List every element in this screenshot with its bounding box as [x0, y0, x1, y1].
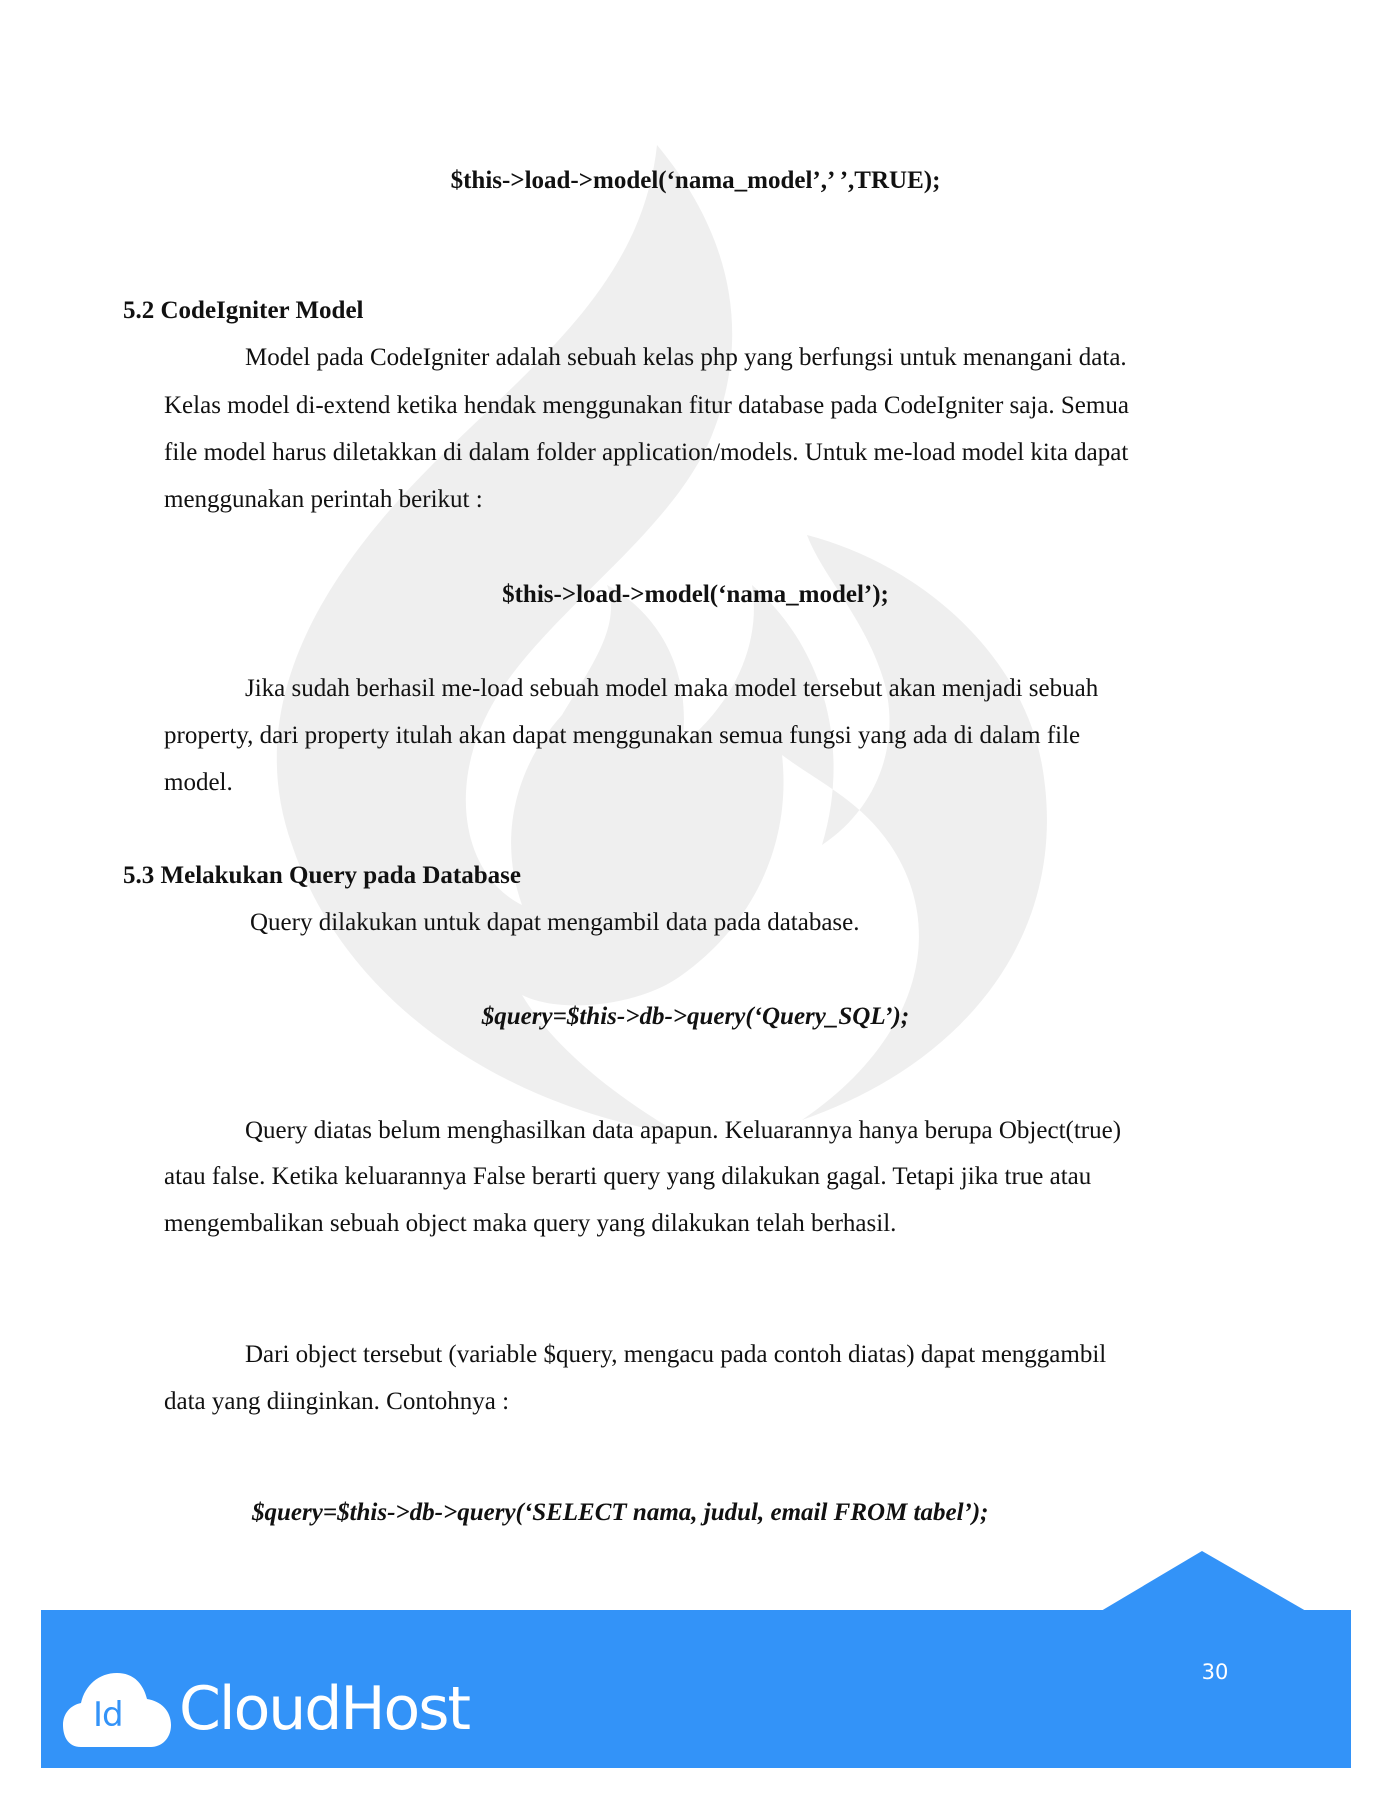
code-select-query: $query=$this->db->query(‘SELECT nama, judul, email FROM tabel’);: [252, 1499, 989, 1526]
paragraph-line: data yang diinginkan. Contohnya :: [164, 1388, 510, 1415]
brand-name: CloudHost: [179, 1674, 469, 1744]
section-heading-5-3: 5.3 Melakukan Query pada Database: [123, 862, 521, 889]
paragraph-line: model.: [164, 769, 233, 796]
code-query-sql: $query=$this->db->query(‘Query_SQL’);: [481, 1003, 910, 1030]
cloudhost-logo: [63, 1668, 469, 1750]
brand-badge: Id: [93, 1695, 123, 1735]
paragraph-line: menggunakan perintah berikut :: [164, 486, 483, 513]
section-heading-5-2: 5.2 CodeIgniter Model: [123, 297, 364, 324]
paragraph-line: property, dari property itulah akan dapat menggunakan semua fungsi yang ada di dalam file: [164, 722, 1081, 749]
cloud-icon: [63, 1669, 173, 1749]
page-number: 30: [1201, 1660, 1229, 1684]
paragraph-line: file model harus diletakkan di dalam folder application/models. Untuk me-load model kita dapat: [164, 439, 1129, 466]
paragraph-line: Model pada CodeIgniter adalah sebuah kelas php yang berfungsi untuk menangani data.: [245, 344, 1127, 371]
paragraph-line: Query diatas belum menghasilkan data apapun. Keluarannya hanya berupa Object(true): [245, 1117, 1122, 1144]
paragraph-line: Jika sudah berhasil me-load sebuah model maka model tersebut akan menjadi sebuah: [245, 675, 1099, 702]
paragraph-line: Query dilakukan untuk dapat mengambil data pada database.: [250, 909, 860, 936]
code-load-model: $this->load->model(‘nama_model’);: [502, 581, 889, 608]
code-load-model-true: $this->load->model(‘nama_model’,’ ’,TRUE);: [450, 167, 941, 194]
paragraph-line: atau false. Ketika keluarannya False berarti query yang dilakukan gagal. Tetapi jika true atau: [164, 1163, 1092, 1190]
paragraph-line: mengembalikan sebuah object maka query yang dilakukan telah berhasil.: [164, 1210, 897, 1237]
paragraph-line: Kelas model di-extend ketika hendak menggunakan fitur database pada CodeIgniter saja. Semua: [164, 392, 1129, 419]
codeigniter-flame-icon: [262, 145, 1152, 1135]
paragraph-line: Dari object tersebut (variable $query, mengacu pada contoh diatas) dapat menggambil: [245, 1341, 1107, 1368]
footer-tab-triangle: [1101, 1551, 1306, 1611]
